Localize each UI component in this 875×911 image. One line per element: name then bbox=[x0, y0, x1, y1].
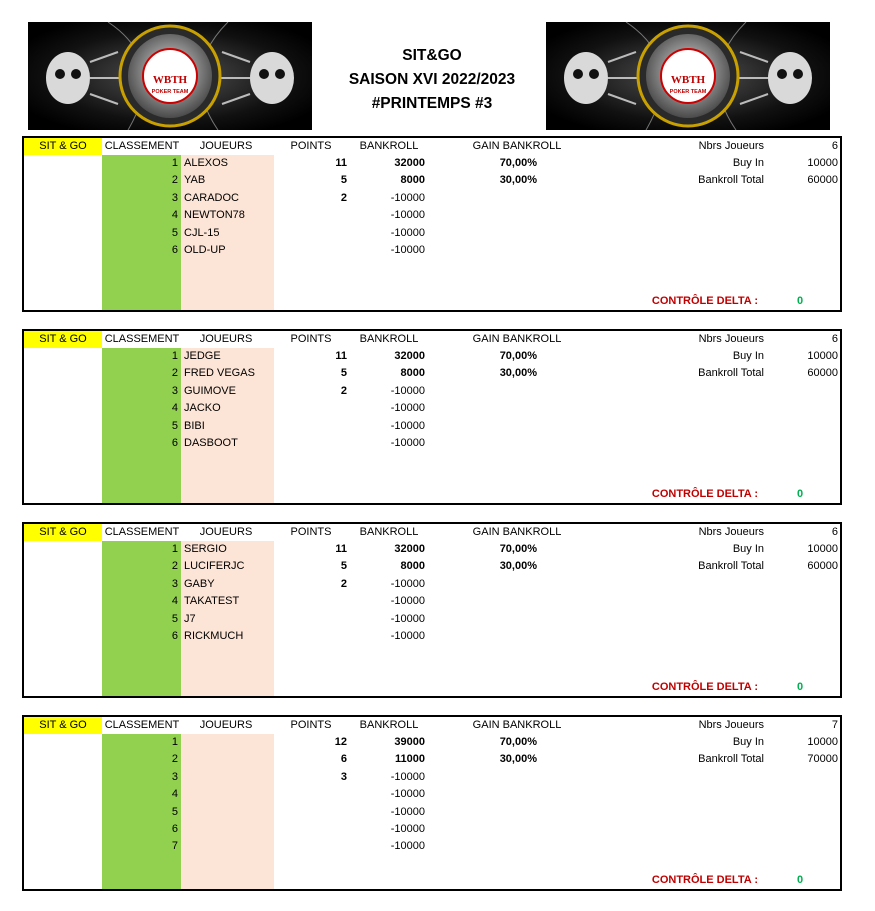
points-header: POINTS bbox=[290, 719, 332, 731]
buy-in-label: Buy In bbox=[732, 736, 764, 748]
rank-cell: 4 bbox=[171, 595, 178, 608]
bankroll-total-value: 60000 bbox=[807, 367, 838, 379]
player-name-cell bbox=[184, 804, 274, 821]
points-cell bbox=[294, 838, 347, 855]
gain-cell bbox=[464, 225, 537, 242]
page-title bbox=[316, 44, 548, 116]
rank-cell: 3 bbox=[171, 191, 178, 204]
rank-cell: 3 bbox=[171, 384, 178, 397]
gain-cell bbox=[464, 611, 537, 628]
rank-cell: 5 bbox=[171, 419, 178, 432]
joueurs-header: JOUEURS bbox=[199, 526, 253, 538]
sitgo-table bbox=[22, 522, 842, 698]
bankroll-cell: -10000 bbox=[390, 402, 425, 415]
gain-cell: 30,00% bbox=[499, 367, 537, 380]
bankroll-total-label: Bankroll Total bbox=[698, 753, 764, 765]
gain-cell: 30,00% bbox=[499, 560, 537, 573]
nbrs-joueurs-label: Nbrs Joueurs bbox=[698, 140, 764, 152]
nbrs-joueurs-label: Nbrs Joueurs bbox=[698, 719, 764, 731]
bankroll-cell: 32000 bbox=[394, 543, 425, 555]
points-cell bbox=[294, 207, 347, 224]
points-cell: 5 bbox=[340, 560, 347, 573]
bankroll-cell: -10000 bbox=[390, 244, 425, 256]
player-name-cell: JEDGE bbox=[184, 350, 221, 362]
bankroll-cell: 8000 bbox=[400, 367, 425, 380]
nbrs-joueurs-value: 6 bbox=[831, 333, 838, 345]
controle-delta-label: CONTRÔLE DELTA : bbox=[651, 681, 758, 693]
rank-cell: 6 bbox=[171, 630, 178, 642]
buy-in-label: Buy In bbox=[732, 157, 764, 169]
rank-cell: 2 bbox=[171, 753, 178, 766]
sitgo-table bbox=[22, 329, 842, 505]
classement-header: CLASSEMENT bbox=[104, 333, 180, 345]
bankroll-cell: -10000 bbox=[390, 805, 425, 818]
gain-cell bbox=[464, 242, 537, 259]
controle-delta-label: CONTRÔLE DELTA : bbox=[651, 874, 758, 886]
rank-cell: 1 bbox=[171, 350, 178, 362]
rank-cell: 2 bbox=[171, 367, 178, 380]
gain-cell bbox=[464, 804, 537, 821]
bankroll-cell: 11000 bbox=[395, 753, 425, 766]
svg-text:WBTH: WBTH bbox=[670, 74, 706, 86]
player-name-cell bbox=[184, 769, 274, 786]
bankroll-header: BANKROLL bbox=[359, 140, 419, 152]
gain-bankroll-header: GAIN BANKROLL bbox=[472, 140, 562, 152]
gain-cell bbox=[464, 435, 537, 452]
player-name-cell: RICKMUCH bbox=[184, 630, 244, 642]
points-cell: 12 bbox=[334, 736, 347, 748]
gain-cell bbox=[464, 593, 537, 610]
bankroll-header: BANKROLL bbox=[359, 333, 419, 345]
rank-cell: 1 bbox=[171, 157, 178, 169]
bankroll-cell: 32000 bbox=[394, 157, 425, 169]
bankroll-cell: -10000 bbox=[390, 437, 425, 449]
player-name-cell: LUCIFERJC bbox=[184, 560, 245, 573]
bankroll-total-label: Bankroll Total bbox=[698, 367, 764, 379]
nbrs-joueurs-value: 7 bbox=[831, 719, 838, 731]
gain-cell: 70,00% bbox=[499, 157, 537, 169]
player-name-cell: CJL-15 bbox=[184, 226, 220, 239]
sitgo-table bbox=[22, 136, 842, 312]
title-line-2: SAISON XVI 2022/2023 bbox=[348, 71, 516, 88]
bankroll-cell: 39000 bbox=[394, 736, 425, 748]
bankroll-cell: -10000 bbox=[390, 840, 425, 853]
gain-cell bbox=[464, 400, 537, 417]
gain-cell: 70,00% bbox=[499, 736, 537, 748]
rank-cell: 6 bbox=[171, 437, 178, 449]
points-cell bbox=[294, 786, 347, 803]
sitgo-table bbox=[22, 715, 842, 891]
gain-cell: 70,00% bbox=[499, 543, 537, 555]
svg-text:POKER TEAM: POKER TEAM bbox=[669, 89, 707, 95]
banner-logo-right bbox=[546, 22, 830, 130]
gain-cell: 30,00% bbox=[499, 174, 537, 187]
points-cell: 2 bbox=[340, 384, 347, 397]
svg-text:WBTH: WBTH bbox=[152, 74, 188, 86]
points-cell bbox=[294, 628, 347, 645]
points-cell: 5 bbox=[340, 367, 347, 380]
sitgo-header: SIT & GO bbox=[24, 138, 102, 155]
nbrs-joueurs-label: Nbrs Joueurs bbox=[698, 526, 764, 538]
player-name-cell bbox=[184, 821, 274, 838]
points-header: POINTS bbox=[290, 526, 332, 538]
rank-cell: 5 bbox=[171, 612, 178, 625]
points-cell: 2 bbox=[340, 191, 347, 204]
player-name-cell: YAB bbox=[184, 174, 206, 187]
points-cell: 2 bbox=[340, 577, 347, 590]
points-cell bbox=[294, 242, 347, 259]
points-cell bbox=[294, 611, 347, 628]
player-name-cell: CARADOC bbox=[184, 191, 240, 204]
buy-in-label: Buy In bbox=[732, 543, 764, 555]
bankroll-cell: -10000 bbox=[390, 630, 425, 642]
buy-in-value: 10000 bbox=[807, 157, 838, 169]
controle-delta-value: 0 bbox=[796, 874, 804, 886]
player-name-cell bbox=[184, 734, 274, 751]
points-header: POINTS bbox=[290, 140, 332, 152]
player-name-cell: SERGIO bbox=[184, 543, 227, 555]
points-cell: 5 bbox=[340, 174, 347, 187]
gain-cell bbox=[464, 383, 537, 400]
joueurs-header: JOUEURS bbox=[199, 333, 253, 345]
joueurs-header: JOUEURS bbox=[199, 140, 253, 152]
rank-cell: 5 bbox=[171, 226, 178, 239]
rank-cell: 6 bbox=[171, 244, 178, 256]
bankroll-cell: -10000 bbox=[390, 419, 425, 432]
buy-in-value: 10000 bbox=[807, 543, 838, 555]
rank-cell: 7 bbox=[171, 840, 178, 853]
bankroll-cell: -10000 bbox=[390, 384, 425, 397]
gain-cell: 70,00% bbox=[499, 350, 537, 362]
gain-cell: 30,00% bbox=[499, 753, 537, 766]
joueurs-header: JOUEURS bbox=[199, 719, 253, 731]
player-name-cell: BIBI bbox=[184, 419, 205, 432]
buy-in-value: 10000 bbox=[807, 350, 838, 362]
bankroll-cell: -10000 bbox=[390, 612, 425, 625]
banner-logo-left bbox=[28, 22, 312, 130]
nbrs-joueurs-value: 6 bbox=[831, 526, 838, 538]
gain-cell bbox=[464, 786, 537, 803]
rank-cell: 3 bbox=[171, 770, 178, 783]
player-name-cell: DASBOOT bbox=[184, 437, 238, 449]
player-name-cell bbox=[184, 751, 274, 768]
player-name-cell: OLD-UP bbox=[184, 244, 226, 256]
rank-cell: 5 bbox=[171, 805, 178, 818]
controle-delta-value: 0 bbox=[796, 488, 804, 500]
gain-cell bbox=[464, 190, 537, 207]
player-name-cell: NEWTON78 bbox=[184, 209, 245, 222]
points-cell bbox=[294, 593, 347, 610]
buy-in-label: Buy In bbox=[732, 350, 764, 362]
controle-delta-value: 0 bbox=[796, 295, 804, 307]
nbrs-joueurs-label: Nbrs Joueurs bbox=[698, 333, 764, 345]
player-name-cell bbox=[184, 838, 274, 855]
sitgo-header: SIT & GO bbox=[24, 331, 102, 348]
gain-cell bbox=[464, 838, 537, 855]
gain-bankroll-header: GAIN BANKROLL bbox=[472, 526, 562, 538]
bankroll-total-value: 60000 bbox=[807, 560, 838, 572]
bankroll-total-label: Bankroll Total bbox=[698, 560, 764, 572]
player-name-cell: TAKATEST bbox=[184, 595, 240, 608]
rank-cell: 4 bbox=[171, 209, 178, 222]
gain-bankroll-header: GAIN BANKROLL bbox=[472, 333, 562, 345]
rank-cell: 4 bbox=[171, 788, 178, 801]
gain-cell bbox=[464, 418, 537, 435]
classement-header: CLASSEMENT bbox=[104, 719, 180, 731]
bankroll-cell: -10000 bbox=[390, 595, 425, 608]
points-cell bbox=[294, 804, 347, 821]
svg-text:POKER TEAM: POKER TEAM bbox=[151, 89, 189, 95]
rank-cell: 1 bbox=[171, 736, 178, 748]
player-name-cell: ALEXOS bbox=[184, 157, 229, 169]
points-cell bbox=[294, 418, 347, 435]
bankroll-total-value: 60000 bbox=[807, 174, 838, 186]
bankroll-cell: -10000 bbox=[390, 191, 425, 204]
gain-cell bbox=[464, 207, 537, 224]
bankroll-cell: 8000 bbox=[400, 560, 425, 573]
gain-cell bbox=[464, 576, 537, 593]
player-name-cell: GABY bbox=[184, 577, 215, 590]
bankroll-cell: -10000 bbox=[390, 788, 425, 801]
gain-cell bbox=[464, 769, 537, 786]
player-name-cell: GUIMOVE bbox=[184, 384, 236, 397]
bankroll-cell: 8000 bbox=[400, 174, 425, 187]
rank-cell: 4 bbox=[171, 402, 178, 415]
points-cell: 11 bbox=[335, 543, 347, 555]
player-name-cell: JACKO bbox=[184, 402, 221, 415]
rank-cell: 2 bbox=[171, 560, 178, 573]
bankroll-cell: -10000 bbox=[390, 226, 425, 239]
controle-delta-value: 0 bbox=[796, 681, 804, 693]
player-name-cell: J7 bbox=[184, 612, 196, 625]
points-cell bbox=[294, 821, 347, 838]
controle-delta-label: CONTRÔLE DELTA : bbox=[651, 488, 758, 500]
classement-header: CLASSEMENT bbox=[104, 140, 180, 152]
bankroll-cell: -10000 bbox=[390, 770, 425, 783]
gain-cell bbox=[464, 821, 537, 838]
bankroll-cell: 32000 bbox=[394, 350, 425, 362]
bankroll-total-value: 70000 bbox=[807, 753, 838, 765]
player-name-cell: FRED VEGAS bbox=[184, 367, 255, 380]
points-cell bbox=[294, 225, 347, 242]
controle-delta-label: CONTRÔLE DELTA : bbox=[651, 295, 758, 307]
points-cell: 6 bbox=[340, 753, 347, 766]
points-cell: 11 bbox=[335, 350, 347, 362]
points-cell: 11 bbox=[335, 157, 347, 169]
title-line-3: #PRINTEMPS #3 bbox=[371, 95, 493, 112]
buy-in-value: 10000 bbox=[807, 736, 838, 748]
bankroll-cell: -10000 bbox=[390, 577, 425, 590]
sitgo-header: SIT & GO bbox=[24, 717, 102, 734]
poker-team-logo bbox=[546, 22, 830, 130]
gain-bankroll-header: GAIN BANKROLL bbox=[472, 719, 562, 731]
sitgo-header: SIT & GO bbox=[24, 524, 102, 541]
classement-header: CLASSEMENT bbox=[104, 526, 180, 538]
rank-cell: 6 bbox=[171, 823, 178, 835]
nbrs-joueurs-value: 6 bbox=[831, 140, 838, 152]
rank-cell: 1 bbox=[171, 543, 178, 555]
poker-team-logo bbox=[28, 22, 312, 130]
title-line-1: SIT&GO bbox=[402, 47, 462, 64]
bankroll-cell: -10000 bbox=[390, 209, 425, 222]
gain-cell bbox=[464, 628, 537, 645]
points-cell bbox=[294, 400, 347, 417]
points-cell: 3 bbox=[340, 770, 347, 783]
rank-cell: 2 bbox=[171, 174, 178, 187]
points-header: POINTS bbox=[290, 333, 332, 345]
rank-cell: 3 bbox=[171, 577, 178, 590]
bankroll-header: BANKROLL bbox=[359, 719, 419, 731]
player-name-cell bbox=[184, 786, 274, 803]
bankroll-total-label: Bankroll Total bbox=[698, 174, 764, 186]
bankroll-cell: -10000 bbox=[390, 823, 425, 835]
points-cell bbox=[294, 435, 347, 452]
bankroll-header: BANKROLL bbox=[359, 526, 419, 538]
